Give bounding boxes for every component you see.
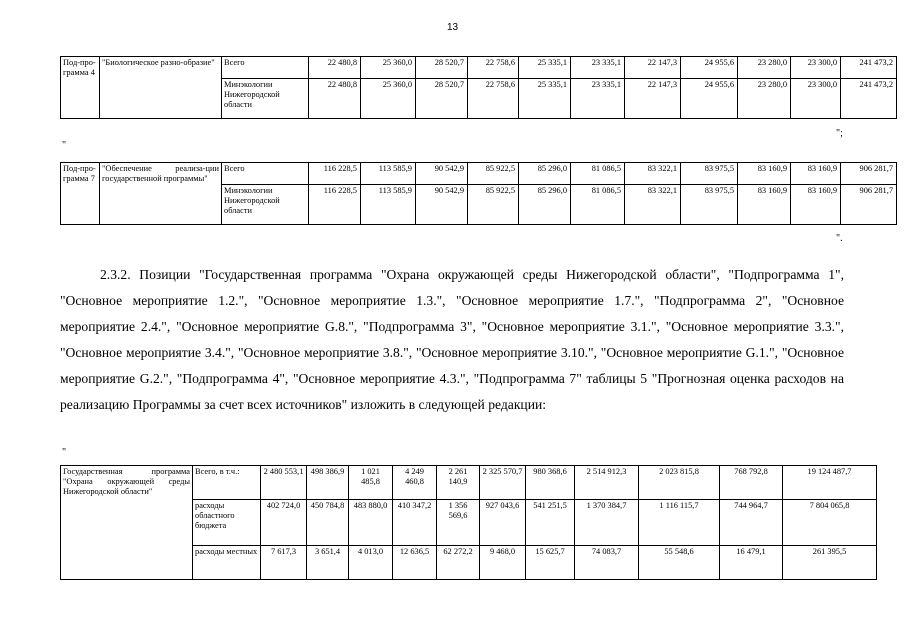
value-cell: 62 272,2: [437, 546, 480, 580]
value-cell: 450 784,8: [307, 500, 349, 546]
value-cell: 83 975,5: [681, 163, 738, 185]
value-cell: 90 542,9: [416, 163, 468, 185]
value-cell: 2 325 570,7: [480, 466, 526, 500]
value-cell: 980 368,6: [526, 466, 575, 500]
value-cell: 90 542,9: [416, 185, 468, 225]
total-cell: 241 473,2: [841, 79, 897, 119]
table-state-program: [60, 465, 877, 580]
value-cell: 23 335,1: [571, 57, 625, 79]
value-cell: 22 480,8: [309, 79, 361, 119]
value-cell: 410 347,2: [393, 500, 437, 546]
value-cell: 25 335,1: [519, 57, 571, 79]
value-cell: 25 360,0: [361, 57, 416, 79]
row-label: Всего: [222, 163, 309, 185]
page-number: 13: [446, 22, 459, 33]
value-cell: 9 468,0: [480, 546, 526, 580]
value-cell: 22 147,3: [625, 79, 681, 119]
row-label: Минэкологии Нижегородской области: [222, 185, 309, 225]
subprogram-title-cell: "Биологическое разно-образие": [100, 57, 222, 119]
value-cell: 23 335,1: [571, 79, 625, 119]
value-cell: 22 480,8: [309, 57, 361, 79]
value-cell: 1 116 115,7: [639, 500, 720, 546]
value-cell: 498 386,9: [307, 466, 349, 500]
subprogram-title-cell: "Обеспечение реализа-ции государственной программы": [100, 163, 222, 225]
value-cell: 483 880,0: [349, 500, 393, 546]
value-cell: 83 160,9: [791, 185, 841, 225]
value-cell: 113 585,9: [361, 163, 416, 185]
program-title-cell: Государственная программа "Охрана окружающей среды Нижегородской области": [61, 466, 193, 580]
value-cell: 12 636,5: [393, 546, 437, 580]
total-cell: 261 395,5: [783, 546, 877, 580]
total-cell: 7 804 065,8: [783, 500, 877, 546]
value-cell: 2 023 815,8: [639, 466, 720, 500]
value-cell: 1 370 384,7: [575, 500, 639, 546]
value-cell: 83 322,1: [625, 163, 681, 185]
value-cell: 25 360,0: [361, 79, 416, 119]
value-cell: 24 955,6: [681, 57, 738, 79]
total-cell: 241 473,2: [841, 57, 897, 79]
value-cell: 85 922,5: [468, 163, 519, 185]
table-subprogram-7: [60, 162, 897, 225]
value-cell: 744 964,7: [720, 500, 783, 546]
row-label: расходы областного бюджета: [193, 500, 261, 546]
total-cell: 19 124 487,7: [783, 466, 877, 500]
value-cell: 768 792,8: [720, 466, 783, 500]
value-cell: 81 086,5: [571, 185, 625, 225]
row-label: Всего, в т.ч.:: [193, 466, 261, 500]
value-cell: 1 021 485,8: [349, 466, 393, 500]
value-cell: 16 479,1: [720, 546, 783, 580]
value-cell: 81 086,5: [571, 163, 625, 185]
value-cell: 927 043,6: [480, 500, 526, 546]
close-quote-1: ";: [836, 128, 843, 139]
value-cell: 2 514 912,3: [575, 466, 639, 500]
value-cell: 23 300,0: [791, 57, 841, 79]
value-cell: 83 160,9: [738, 163, 791, 185]
value-cell: 28 520,7: [416, 79, 468, 119]
row-label: Всего: [222, 57, 309, 79]
value-cell: 2 480 553,1: [261, 466, 307, 500]
value-cell: 24 955,6: [681, 79, 738, 119]
open-quote-2: ": [62, 447, 67, 458]
table-subprogram-4: [60, 56, 897, 119]
subprogram-cell: Под-про-грамма 4: [61, 57, 100, 119]
value-cell: 83 975,5: [681, 185, 738, 225]
value-cell: 85 296,0: [519, 185, 571, 225]
value-cell: 3 651,4: [307, 546, 349, 580]
value-cell: 4 249 460,8: [393, 466, 437, 500]
value-cell: 22 147,3: [625, 57, 681, 79]
row-label: Минэкологии Нижегородской области: [222, 79, 309, 119]
subprogram-cell: Под-про-грамма 7: [61, 163, 100, 225]
value-cell: 541 251,5: [526, 500, 575, 546]
row-label: расходы местных: [193, 546, 261, 580]
total-cell: 906 281,7: [841, 185, 897, 225]
value-cell: 85 296,0: [519, 163, 571, 185]
value-cell: 74 083,7: [575, 546, 639, 580]
value-cell: 15 625,7: [526, 546, 575, 580]
value-cell: 113 585,9: [361, 185, 416, 225]
value-cell: 23 280,0: [738, 57, 791, 79]
value-cell: 55 548,6: [639, 546, 720, 580]
open-quote-1: ": [62, 140, 67, 151]
value-cell: 7 617,3: [261, 546, 307, 580]
value-cell: 116 228,5: [309, 163, 361, 185]
value-cell: 23 280,0: [738, 79, 791, 119]
table-row: [61, 466, 877, 500]
body-paragraph: [60, 262, 844, 418]
value-cell: 85 922,5: [468, 185, 519, 225]
close-quote-2: ".: [836, 233, 843, 244]
value-cell: 22 758,6: [468, 57, 519, 79]
value-cell: 28 520,7: [416, 57, 468, 79]
value-cell: 1 356 569,6: [437, 500, 480, 546]
value-cell: 83 160,9: [738, 185, 791, 225]
value-cell: 4 013,0: [349, 546, 393, 580]
table-row: [61, 57, 897, 79]
value-cell: 83 322,1: [625, 185, 681, 225]
total-cell: 906 281,7: [841, 163, 897, 185]
table-row: [61, 163, 897, 185]
value-cell: 116 228,5: [309, 185, 361, 225]
value-cell: 23 300,0: [791, 79, 841, 119]
value-cell: 402 724,0: [261, 500, 307, 546]
value-cell: 83 160,9: [791, 163, 841, 185]
paragraph-text: 2.3.2. Позиции "Государственная программа "Охрана окружающей среды Нижегородской области", "Подпрограмма 1", "Основное мероприятие 1.2.", "Основное мероприятие 1.3.", "Основное мероприятие 1.7.", "Подпрограмма 2", "Основное мероприятие 2.4.", "Основное мероприятие G.8.", "Подпрограмма 3", "Основное мероприятие 3.1.", "Основное мероприятие 3.3.", "Основное мероприятие 3.4.", "Основное мероприятие 3.8.", "Основное мероприятие 3.10.", "Основное мероприятие G.1.", "Основное мероприятие G.2.", "Подпрограмма 4", "Основное мероприятие 4.3.", "Подпрограмма 7" таблицы 5 "Прогнозная оценка расходов на реализацию Программы за счет всех источников" изложить в следующей редакции:: [60, 267, 844, 412]
value-cell: 2 261 140,9: [437, 466, 480, 500]
value-cell: 25 335,1: [519, 79, 571, 119]
value-cell: 22 758,6: [468, 79, 519, 119]
